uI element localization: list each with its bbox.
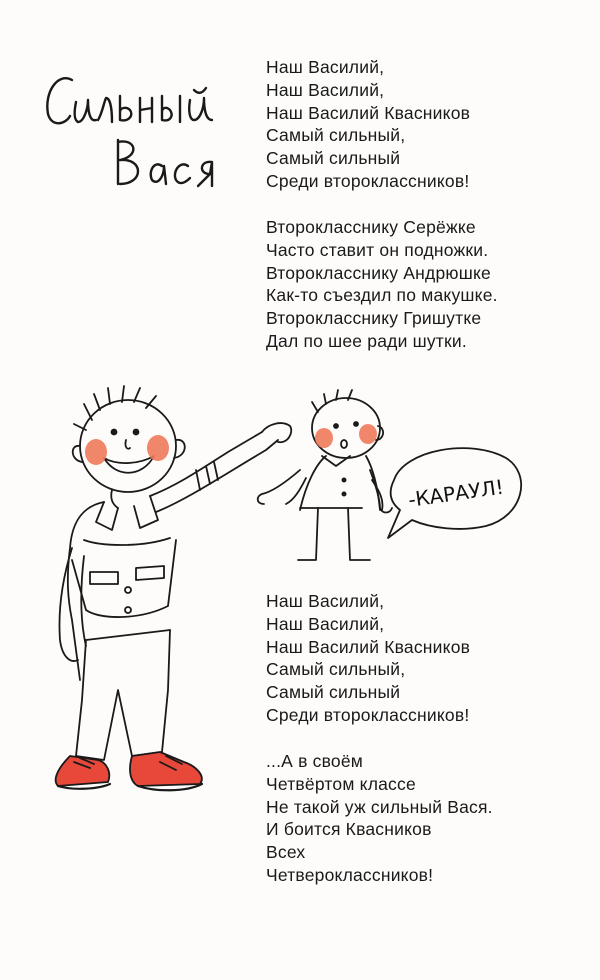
stanza-line: Дал по шее ради шутки. bbox=[266, 330, 467, 351]
stanza-2 bbox=[266, 216, 498, 353]
stanza-line: Как-то съездил по макушке. bbox=[266, 285, 498, 306]
stanza-line: Наш Василий, bbox=[266, 79, 385, 100]
stanza-line: Среди второклассников! bbox=[266, 170, 470, 191]
stanza-line: Наш Василий Квасников bbox=[266, 636, 471, 657]
stanza-line: Среди второклассников! bbox=[266, 704, 470, 725]
stanza-line: Второкласснику Андрюшке bbox=[266, 262, 491, 283]
stanza-line: Самый сильный bbox=[266, 148, 401, 169]
stanza-line: И боится Квасников bbox=[266, 819, 432, 840]
stanza-line: Не такой уж сильный Вася. bbox=[266, 796, 493, 817]
stanza-line: Самый сильный, bbox=[266, 125, 406, 146]
stanza-line: Наш Василий Квасников bbox=[266, 102, 471, 123]
stanza-line: Четвероклассников! bbox=[266, 864, 434, 885]
stanza-3 bbox=[266, 590, 470, 727]
stanza-line: Второкласснику Серёжке bbox=[266, 217, 476, 237]
stanza-4 bbox=[266, 750, 493, 887]
stanza-line: Самый сильный bbox=[266, 682, 401, 703]
stanza-line: Наш Василий, bbox=[266, 613, 385, 634]
stanza-line: Наш Василий, bbox=[266, 57, 385, 77]
stanza-1 bbox=[266, 56, 470, 193]
stanza-line: Наш Василий, bbox=[266, 591, 385, 611]
stanza-line: Второкласснику Гришутке bbox=[266, 308, 482, 329]
stanza-line: ...А в своём bbox=[266, 751, 364, 771]
stanza-line: Часто ставит он подножки. bbox=[266, 239, 489, 260]
stanza-line: Четвёртом классе bbox=[266, 773, 416, 794]
stanza-line: Самый сильный, bbox=[266, 659, 406, 680]
stanza-line: Всех bbox=[266, 842, 306, 863]
poem-title bbox=[40, 62, 260, 192]
speech-bubble-text: -КАРАУЛ! bbox=[406, 474, 506, 512]
